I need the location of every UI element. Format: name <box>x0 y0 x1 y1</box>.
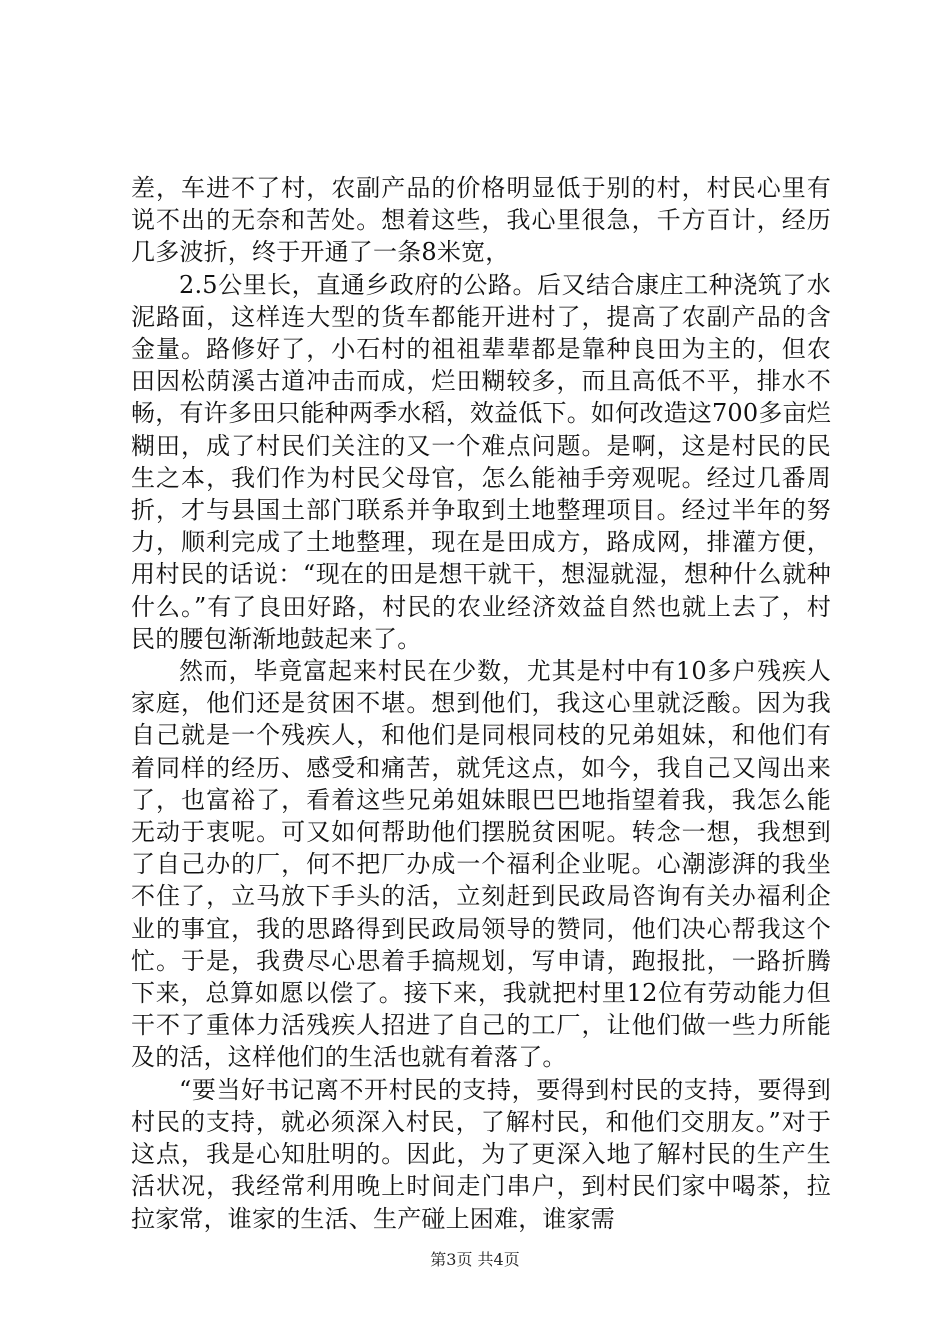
paragraph-4: “要当好书记离不开村民的支持，要得到村民的支持，要得到村民的支持，就必须深入村民，了解村民，和他们交朋友。”对于这点，我是心知肚明的。因此，为了更深入地了解村民的生产生活状况，我经常利用晚上时间走门串户，到村民们家中喝茶，拉拉家常，谁家的生活、生产碰上困难，谁家需 <box>131 1075 831 1233</box>
paragraph-1: 差，车进不了村，农副产品的价格明显低于别的村，村民心里有说不出的无奈和苦处。想着这些，我心里很急，千方百计，经历几多波折，终于开通了一条8米宽， <box>131 174 831 267</box>
paragraph-2: 2.5公里长，直通乡政府的公路。后又结合康庄工种浇筑了水泥路面，这样连大型的货车都能开进村了，提高了农副产品的含金量。路修好了，小石村的祖祖辈辈都是靠种良田为主的，但农田因松荫溪古道冲击而成，烂田糊较多，而且高低不平，排水不畅，有许多田只能种两季水稻，效益低下。如何改造这700多亩烂糊田，成了村民们关注的又一个难点问题。是啊，这是村民的民生之本，我们作为村民父母官，怎么能袖手旁观呢。经过几番周折，才与县国土部门联系并争取到土地整理项目。经过半年的努力，顺利完成了土地整理，现在是田成方，路成网，排灌方便，用村民的话说：“现在的田是想干就干，想湿就湿，想种什么就种什么。”有了良田好路，村民的农业经济效益自然也就上去了，村民的腰包渐渐地鼓起来了。 <box>131 270 831 653</box>
body-text <box>131 172 831 1235</box>
page-footer: 第3页 共4页 <box>430 1250 520 1269</box>
paragraph-3: 然而，毕竟富起来村民在少数，尤其是村中有10多户残疾人家庭，他们还是贫困不堪。想到他们，我这心里就泛酸。因为我自己就是一个残疾人，和他们是同根同枝的兄弟姐妹，和他们有着同样的经历、感受和痛苦，就凭这点，如今，我自己又闯出来了，也富裕了，看着这些兄弟姐妹眼巴巴地指望着我，我怎么能无动于衷呢。可又如何帮助他们摆脱贫困呢。转念一想，我想到了自己办的厂，何不把厂办成一个福利企业呢。心潮澎湃的我坐不住了，立马放下手头的活，立刻赶到民政局咨询有关办福利企业的事宜，我的思路得到民政局领导的赞同，他们决心帮我这个忙。于是，我费尽心思着手搞规划，写申请，跑报批，一路折腾下来，总算如愿以偿了。接下来，我就把村里12位有劳动能力但干不了重体力活残疾人招进了自己的工厂，让他们做一些力所能及的活，这样他们的生活也就有着落了。 <box>131 657 831 1072</box>
